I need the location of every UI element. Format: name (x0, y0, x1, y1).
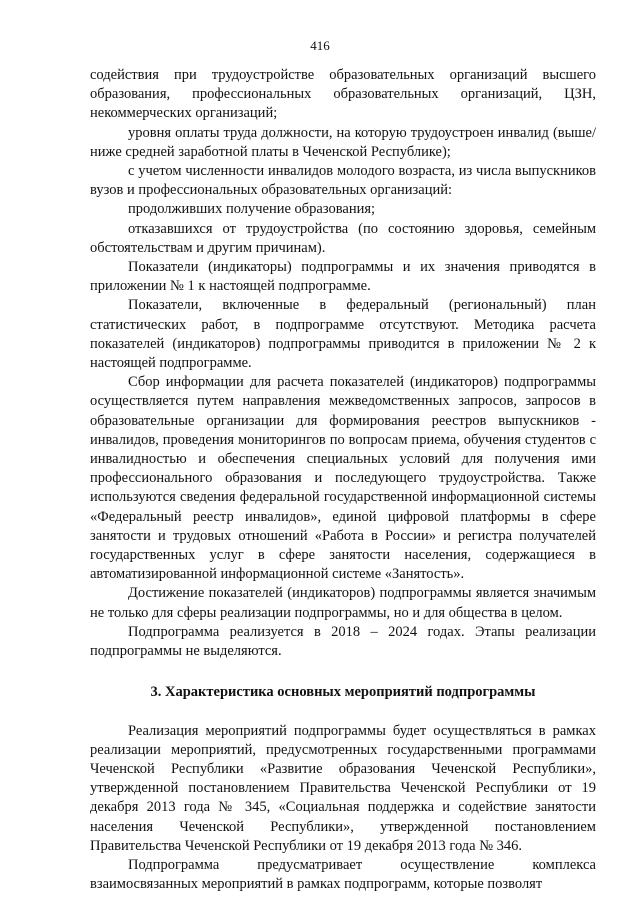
paragraph-indicators-appendix-1: Показатели (индикаторы) подпрограммы и их значения приводятся в приложении № 1 к настоящей подпрограмме. (90, 259, 596, 295)
paragraph-achievement: Достижение показателей (индикаторов) подпрограммы является значимым не только для сферы реализации подпрограммы, но и для общества в целом. (90, 585, 596, 621)
paragraph-refused-employment: отказавшихся от трудоустройства (по состоянию здоровья, семейным обстоятельствам и другим причинам). (90, 220, 596, 256)
paragraph-continuation: содействия при трудоустройстве образовательных организаций высшего образования, профессиональных образовательных организаций, ЦЗН, некоммерческих организаций; (90, 67, 596, 122)
paragraph-implementation-framework: Реализация мероприятий подпрограммы будет осуществляться в рамках реализации мероприятий, предусмотренных государственными программами Чеченской Республики «Развитие образования Чеченской Республики», утвержденной постановлением Правительства Чеченской Республики от 19 декабря 2013 года № 345, «Социальная поддержка и содействие занятости населения Чеченской Республики», утвержденной постановлением Правительства Чеченской Республики от 19 декабря 2013 года № 346. (90, 722, 596, 854)
paragraph-pay-level: уровня оплаты труда должности, на которую трудоустроен инвалид (выше/ниже средней заработной платы в Чеченской Республике); (90, 124, 596, 160)
page-number: 416 (310, 38, 330, 53)
paragraph-young-disabled: с учетом численности инвалидов молодого возраста, из числа выпускников вузов и профессиональных образовательных организаций: (90, 163, 596, 199)
paragraph-data-collection: Сбор информации для расчета показателей (индикаторов) подпрограммы осуществляется путем направления межведомственных запросов, запросов в образовательные организации для формирования реестров выпускников - инвалидов, проведения мониторингов по вопросам приема, обучения студентов с инвалидностью и обеспечения специальных условий для получения ими профессионального образования и последующего трудоустройства. Также используются сведения федеральной государственной информационной системы «Федеральный реестр инвалидов», единой цифровой платформы в сфере занятости и трудовых отношений «Работа в России» и регистра получателей государственных услуг в сфере занятости населения, содержащиеся в автоматизированной информационной системе «Занятость». (90, 374, 596, 583)
paragraph-implementation-period: Подпрограмма реализуется в 2018 – 2024 годах. Этапы реализации подпрограммы не выделяются. (90, 623, 596, 660)
paragraph-statistical-plan: Показатели, включенные в федеральный (региональный) план статистических работ, в подпрограмме отсутствуют. Методика расчета показателей (индикаторов) подпрограммы приводится в приложении № 2 к настоящей подпрограмме. (90, 297, 596, 372)
section-heading: 3. Характеристика основных мероприятий подпрограммы (150, 684, 536, 701)
paragraph-measures-complex: Подпрограмма предусматривает осуществление комплекса взаимосвязанных мероприятий в рамках подпрограмм, которые позволят (90, 856, 596, 893)
paragraph-continued-education: продолживших получение образования; (128, 201, 376, 218)
document-body (90, 66, 596, 894)
